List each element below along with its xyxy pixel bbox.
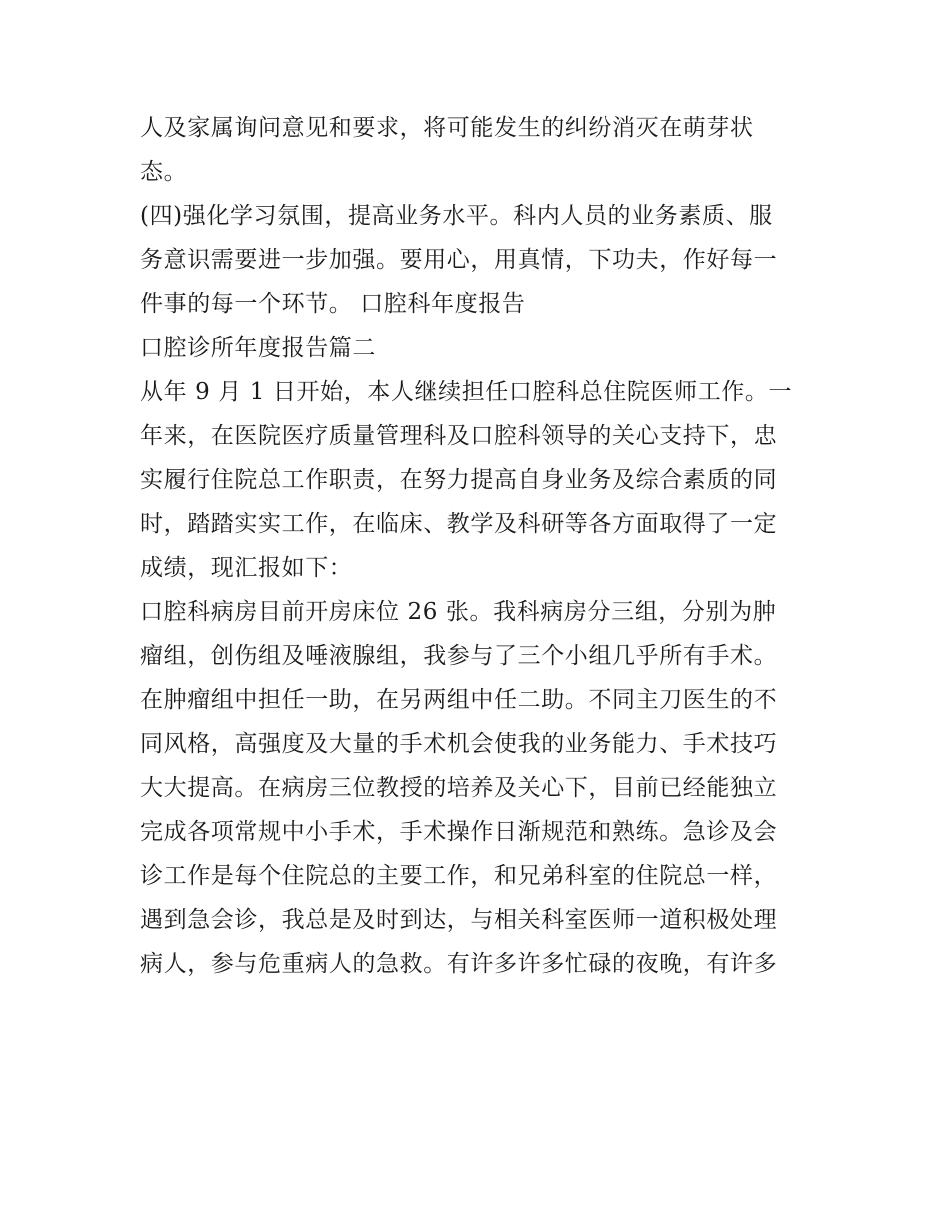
text-line: 年来，在医院医疗质量管理科及口腔科领导的关心支持下，忠: [140, 423, 778, 449]
text-line: (四)强化学习氛围，提高业务水平。科内人员的业务素质、服: [140, 203, 773, 229]
text-line: 口腔科病房目前开房床位 26 张。我科病房分三组，分别为肿: [140, 599, 777, 625]
section-heading: 口腔诊所年度报告篇二: [140, 335, 376, 361]
text-line: 大大提高。在病房三位教授的培养及关心下，目前已经能独立: [140, 775, 778, 801]
text-line: 瘤组，创伤组及唾液腺组，我参与了三个小组几乎所有手术。: [140, 643, 778, 669]
text-line: 同风格，高强度及大量的手术机会使我的业务能力、手术技巧: [140, 731, 778, 757]
text-line: 在肿瘤组中担任一助，在另两组中任二助。不同主刀医生的不: [140, 687, 778, 713]
text-line: 病人，参与危重病人的急救。有许多许多忙碌的夜晚，有许多: [140, 951, 778, 977]
text-line: 件事的每一个环节。 口腔科年度报告: [140, 291, 526, 317]
text-line: 诊工作是每个住院总的主要工作，和兄弟科室的住院总一样，: [140, 863, 778, 889]
text-line: 务意识需要进一步加强。要用心，用真情，下功夫，作好每一: [140, 247, 778, 273]
text-line: 态。: [140, 159, 188, 185]
text-line: 人及家属询问意见和要求，将可能发生的纠纷消灭在萌芽状: [140, 115, 754, 141]
text-line: 遇到急会诊，我总是及时到达，与相关科室医师一道积极处理: [140, 907, 778, 933]
text-line: 实履行住院总工作职责，在努力提高自身业务及综合素质的同: [140, 467, 778, 493]
text-line: 从年 9 月 1 日开始，本人继续担任口腔科总住院医师工作。一: [140, 379, 793, 405]
body-text: [140, 106, 820, 986]
text-line: 时，踏踏实实工作，在临床、教学及科研等各方面取得了一定: [140, 511, 778, 537]
text-line: 成绩，现汇报如下：: [140, 555, 353, 581]
text-line: 完成各项常规中小手术，手术操作日渐规范和熟练。急诊及会: [140, 819, 778, 845]
